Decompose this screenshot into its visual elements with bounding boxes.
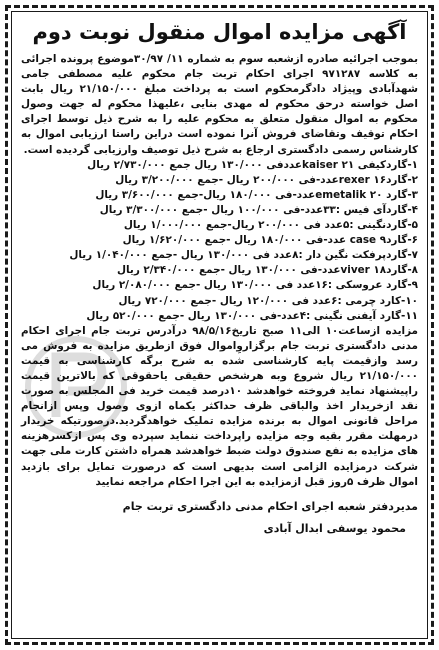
list-item: ۷-گاردپرفکت نگین دار :۸عدد فی ۱۳۰/۰۰۰ ریال -جمع ۱/۰۴۰/۰۰۰ ریال — [69, 249, 418, 262]
list-item: ۶-گارد۹ case عدد-فی ۱۸۰/۰۰۰ ریال -جمع ۱/۶۲۰/۰۰۰ ریال — [122, 234, 418, 247]
signature-name: محمود یوسفی ابدال آبادی — [263, 521, 406, 535]
notice-box — [11, 11, 428, 639]
list-item: ۹-گارد عروسکی :۱۶عدد فی ۱۳۰/۰۰۰ ریال -جمع ۲/۰۸۰/۰۰۰ ریال — [92, 279, 418, 292]
notice-intro: بموجب اجرائیه صادره ازشعبه سوم به شماره ۱۱/ ۳۰/۹۷موضوع پرونده اجرائی به کلاسه ۹۷۱۲۸۷ اجرای احکام تربت جام محکوم علیه مصطفی جامی شهدآبادی وپیژاد دادگرمحکوم است به پرداخت مبلغ ۲۱/۱۵۰/۰۰۰ ریال بابت اصل خواسته درحق محکوم له مهدی بنایی ،علیهذا محکوم له جهت وصول محکوم به اموال منقول متعلق به محکوم علیه را به شرح ذیل توسط اجرای احکام توقیف وتقاضای فروش آنرا نموده است دراین راستا ارزیابی اموال به کارشناس رسمی دادگستری ارجاع به شرح ذیل توصیف وارزیابی گردیده است. — [21, 53, 418, 156]
signature-office: مدیردفتر شعبه اجرای احکام مدنی دادگستری تربت جام — [122, 499, 418, 513]
auction-terms: مزایده ازساعت۱۰ الی۱۱ صبح تاریخ۹۸/۵/۱۶ درآدرس تربت جام اجرای احکام مدنی دادگستری تربت جام برگزاروِاموال فوق ازطریق مزایده به فروش می رسد وازقیمت پایه کارشناسی شده به شرح برگه کارشناسی به قیمت ۲۱/۱۵۰/۰۰۰ ریال شروع وبه هرشخص حقیقی یاحقوقی که بالاترین قیمت راپیشنهاد نماید فروخته خواهدشد ۱۰درصد قیمت خرید فی المجلس به صورت نقد ازخریدار اخذ والباقی ظرف حداکثر یکماه ازوی وصول وپس ازانجام مراحل قانونی اموال به برنده مزایده تملیک خواهدگردید.درصورتیکه خریدار درمهلت مقرر بقیه وجه مزایده راپرداخت ننماید سپرده وی پس ازکسرهزینه های مزایده به نفع صندوق دولت ضبط خواهدشد همراه داشتن کارت ملی جهت شرکت درمزایده الزامی است بدیهی است که درصورت تمایل برای بازدید اموال ظرف ۵روز قبل ازمزایده به این اجرا احکام مراجعه نمایید — [21, 324, 418, 488]
list-item: ۱۱-گارد آیفنی نگینی :۴عدد-فی ۱۳۰/۰۰۰ ریال -جمع ۵۲۰/۰۰۰ ریال — [86, 309, 418, 322]
list-item: ۵-گاردنگینی :۵عدد فی ۲۰۰/۰۰۰ ریال-جمع ۱/۰۰۰/۰۰۰ ریال — [123, 219, 418, 232]
dashed-outer-border — [5, 5, 434, 645]
list-item: ۲-گاردrexer ۱۶عدد-فی ۲۰۰/۰۰۰ ریال -جمع ۳/۲۰۰/۰۰۰ ریال — [115, 173, 418, 186]
appraised-items-list — [21, 158, 418, 324]
notice-title: آگهی مزایده اموال منقول نوبت دوم — [32, 20, 407, 44]
list-item: ۱۰-کارد چرمی :۶عدد فی ۱۲۰/۰۰۰ ریال -جمع ۷۲۰/۰۰۰ ریال — [118, 294, 418, 307]
signature-block — [21, 496, 418, 540]
list-item: ۴-گاردآی فیس :۳۳عدد-فی ۱۰۰/۰۰۰ ریال -جمع ۳/۳۰۰/۰۰۰ ریال — [99, 203, 418, 216]
list-item: ۳-گارد emetalik ۲۰عدد-فی ۱۸۰/۰۰۰ ریال-جمع ۳/۶۰۰/۰۰۰ ریال — [95, 188, 418, 201]
list-item: ۱-گاردکیفی kaiser ۲۱عددفی ۱۳۰/۰۰۰ ریال جمع ۲/۷۳۰/۰۰۰ ریال — [87, 158, 418, 171]
list-item: ۸-گاردviver ۱۸عدد-فی ۱۳۰/۰۰۰ ریال -جمع ۲/۳۴۰/۰۰۰ ریال — [117, 264, 418, 277]
